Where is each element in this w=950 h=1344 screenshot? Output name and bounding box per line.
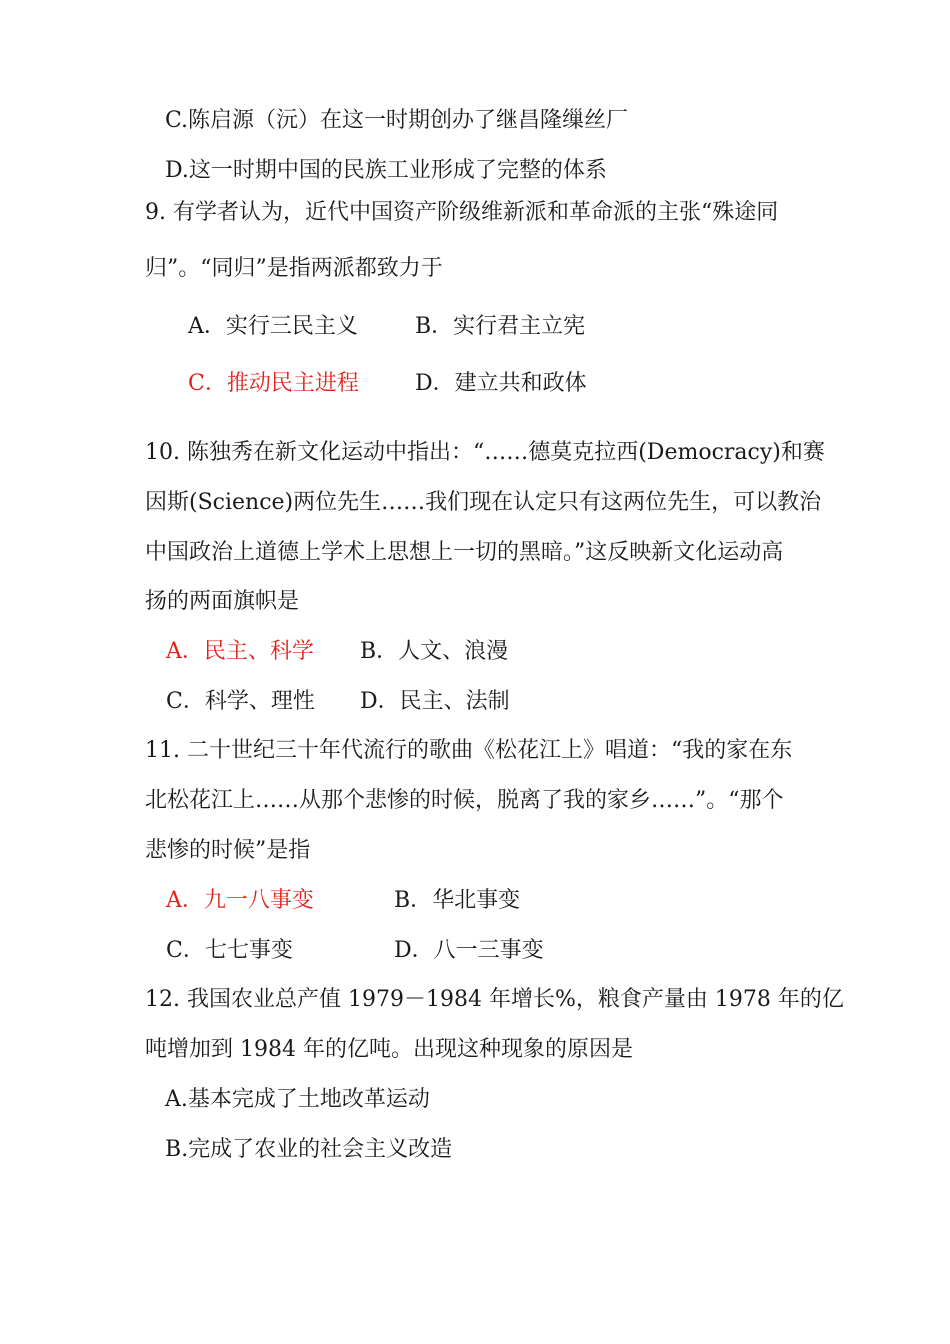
q9-option-a: A．实行三民主义 <box>188 314 358 339</box>
q12-stem-line-2: 吨增加到 1984 年的亿吨。出现这种现象的原因是 <box>145 1037 633 1062</box>
q10-stem-line-1: 10. 陈独秀在新文化运动中指出：“……德莫克拉西(Democracy)和赛 <box>145 440 825 465</box>
q10-stem-line-4: 扬的两面旗帜是 <box>145 589 300 614</box>
q9-option-b: B．实行君主立宪 <box>415 314 586 339</box>
q10-stem-line-2: 因斯(Science)两位先生……我们现在认定只有这两位先生，可以教治 <box>145 490 822 515</box>
q11-stem-line-3: 悲惨的时候”是指 <box>145 838 311 863</box>
q10-option-c: C．科学、理性 <box>166 689 315 714</box>
q9-option-c-answer: C．推动民主进程 <box>188 371 359 396</box>
q12-option-a: A.基本完成了土地改革运动 <box>165 1087 430 1112</box>
q11-stem-line-2: 北松花江上……从那个悲惨的时候，脱离了我的家乡……”。“那个 <box>145 788 784 813</box>
q8-option-c: C.陈启源（沅）在这一时期创办了继昌隆缫丝厂 <box>165 108 629 133</box>
q9-option-d: D．建立共和政体 <box>415 371 587 396</box>
q12-option-b: B.完成了农业的社会主义改造 <box>165 1137 453 1162</box>
q9-stem-line-2: 归”。“同归”是指两派都致力于 <box>145 256 443 281</box>
q10-stem-line-3: 中国政治上道德上学术上思想上一切的黑暗。”这反映新文化运动高 <box>145 540 784 565</box>
q9-stem-line-1: 9. 有学者认为，近代中国资产阶级维新派和革命派的主张“殊途同 <box>145 200 779 225</box>
q11-option-b: B．华北事变 <box>394 888 521 913</box>
q10-option-d: D．民主、法制 <box>360 689 510 714</box>
q11-option-d: D．八一三事变 <box>394 938 544 963</box>
q11-option-a-answer: A．九一八事变 <box>166 888 314 913</box>
q11-stem-line-1: 11. 二十世纪三十年代流行的歌曲《松花江上》唱道：“我的家在东 <box>145 738 793 763</box>
q10-option-a-answer: A．民主、科学 <box>166 639 314 664</box>
q11-option-c: C．七七事变 <box>166 938 293 963</box>
q12-stem-line-1: 12. 我国农业总产值 1979－1984 年增长%，粮食产量由 1978 年的亿 <box>145 987 844 1012</box>
q8-option-d: D.这一时期中国的民族工业形成了完整的体系 <box>165 158 607 183</box>
q10-option-b: B．人文、浪漫 <box>360 639 509 664</box>
